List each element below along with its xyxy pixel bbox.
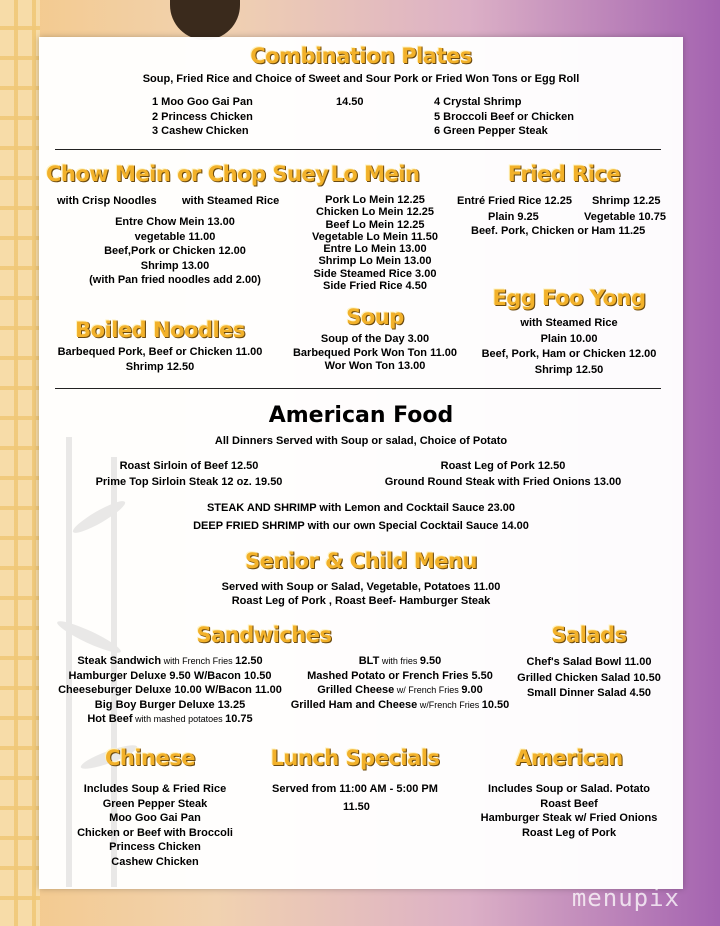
boiled-noodles-title: Boiled Noodles	[75, 318, 245, 342]
american-lunch-items	[469, 782, 669, 840]
list-item: Chef's Salad Bowl 11.00	[526, 656, 652, 668]
list-item: (with Pan fried noodles add 2.00)	[89, 274, 261, 286]
chinese-lunch-title: Chinese	[105, 746, 195, 770]
list-item: Prime Top Sirloin Steak 12 oz. 19.50	[95, 476, 283, 488]
list-item: Side Fried Rice 4.50	[323, 280, 427, 293]
lo-mein-title: Lo Mein	[330, 162, 420, 186]
list-item: Steak Sandwich with French Fries 12.50	[77, 655, 263, 667]
list-item: Barbequed Pork Won Ton 11.00	[292, 346, 458, 359]
list-item: vegetable 11.00	[134, 230, 216, 243]
list-item: Hamburger Deluxe 9.50 W/Bacon 10.50	[68, 669, 272, 682]
fried-rice-plain: Plain 9.25	[488, 211, 539, 223]
fried-rice-meat: Beef. Pork, Chicken or Ham 11.25	[471, 225, 646, 237]
american-food-left	[79, 458, 299, 490]
list-item: Pork Lo Mein 12.25	[325, 194, 425, 206]
list-item: Big Boy Burger Deluxe 13.25	[94, 698, 246, 711]
list-item: 5 Broccoli Beef or Chicken	[434, 110, 574, 123]
list-item: 2 Princess Chicken	[152, 110, 253, 123]
list-item: Vegetable Lo Mein 11.50	[312, 230, 438, 243]
lunch-specials-title: Lunch Specials	[270, 746, 440, 770]
ink-swoosh-decoration	[170, 0, 240, 40]
list-item: Roast Sirloin of Beef 12.50	[119, 460, 259, 472]
watermark: menupix	[571, 884, 680, 912]
lo-mein-items	[285, 194, 465, 292]
list-item: Roast Leg of Pork 12.50	[440, 460, 566, 472]
combination-subtitle: Soup, Fried Rice and Choice of Sweet and Sour Pork or Fried Won Tons or Egg Roll	[142, 73, 580, 85]
sandwiches-title: Sandwiches	[196, 623, 332, 647]
chow-mein-items	[55, 215, 295, 288]
list-item: BLT with fries 9.50	[358, 655, 442, 667]
list-item: 1 Moo Goo Gai Pan	[152, 96, 253, 108]
fried-rice-title: Fried Rice	[507, 162, 621, 186]
list-item: 3 Cashew Chicken	[152, 125, 249, 137]
list-item: Shrimp Lo Mein 13.00	[318, 255, 432, 268]
list-item: Includes Soup or Salad. Potato	[488, 783, 650, 795]
list-item: Hot Beef with mashed potatoes 10.75	[87, 713, 253, 725]
combination-col2	[434, 95, 574, 139]
list-item: Shrimp 13.00	[140, 259, 210, 272]
fried-rice-vegetable: Vegetable 10.75	[584, 211, 666, 223]
sandwiches-left	[55, 654, 285, 727]
list-item: Beef,Pork or Chicken 12.00	[104, 245, 246, 257]
soup-items	[275, 333, 475, 374]
list-item: Beef Lo Mein 12.25	[325, 218, 425, 231]
steak-shrimp: STEAK AND SHRIMP with Lemon and Cocktail Sauce 23.00	[206, 502, 516, 514]
combination-title: Combination Plates	[250, 44, 472, 68]
list-item: with Steamed Rice	[520, 317, 618, 329]
list-item: Grilled Cheese w/ French Fries 9.00	[317, 684, 483, 696]
fried-rice-shrimp: Shrimp 12.25	[592, 195, 661, 207]
list-item: 6 Green Pepper Steak	[434, 125, 548, 137]
american-food-title: American Food	[268, 403, 454, 428]
deep-fried-shrimp: DEEP FRIED SHRIMP with our own Special Cocktail Sauce 14.00	[193, 520, 529, 532]
list-item: Roast Leg of Pork	[521, 826, 617, 839]
lunch-specials-price: 11.50	[343, 801, 370, 813]
list-item: Shrimp 12.50	[125, 360, 195, 373]
divider	[55, 388, 661, 389]
list-item: Entre Chow Mein 13.00	[115, 216, 235, 228]
lattice-decoration	[0, 0, 40, 926]
list-item: Side Steamed Rice 3.00	[313, 267, 437, 280]
list-item: Mashed Potato or French Fries 5.50	[307, 669, 493, 682]
salads-title: Salads	[551, 623, 627, 647]
divider	[55, 149, 661, 150]
list-item: Ground Round Steak with Fried Onions 13.00	[384, 476, 622, 488]
list-item: Beef, Pork, Ham or Chicken 12.00	[481, 348, 657, 360]
american-lunch-title: American	[515, 746, 623, 770]
list-item: Shrimp 12.50	[534, 363, 604, 376]
list-item: 4 Crystal Shrimp	[434, 96, 522, 108]
combination-col1	[152, 95, 253, 139]
senior-line1: Served with Soup or Salad, Vegetable, Potatoes 11.00	[221, 581, 501, 593]
list-item: Includes Soup & Fried Rice	[83, 783, 227, 795]
list-item: Princess Chicken	[109, 841, 201, 853]
combination-price: 14.50	[336, 96, 364, 108]
salads-items	[509, 655, 669, 702]
list-item: Grilled Chicken Salad 10.50	[517, 671, 661, 684]
list-item: Entre Lo Mein 13.00	[323, 243, 427, 256]
list-item: Wor Won Ton 13.00	[324, 360, 426, 372]
american-food-right	[363, 458, 643, 490]
list-item: Soup of the Day 3.00	[320, 333, 430, 345]
list-item: Moo Goo Gai Pan	[109, 812, 201, 824]
list-item: Chicken or Beef with Broccoli	[77, 826, 233, 839]
egg-foo-yong-title: Egg Foo Yong	[492, 286, 646, 310]
boiled-noodles-items	[45, 345, 275, 374]
egg-foo-yong-items	[469, 316, 669, 378]
chow-mein-option2: with Steamed Rice	[182, 195, 280, 207]
american-food-subtitle: All Dinners Served with Soup or salad, Choice of Potato	[214, 435, 508, 447]
list-item: Grilled Ham and Cheese w/French Fries 10.50	[290, 698, 510, 711]
list-item: Cashew Chicken	[111, 855, 199, 868]
senior-menu-title: Senior & Child Menu	[245, 549, 477, 573]
list-item: Barbequed Pork, Beef or Chicken 11.00	[57, 346, 263, 358]
list-item: Green Pepper Steak	[102, 797, 208, 810]
senior-line2: Roast Leg of Pork , Roast Beef- Hamburger Steak	[231, 595, 491, 607]
soup-title: Soup	[346, 305, 404, 329]
list-item: Roast Beef	[540, 797, 598, 810]
list-item: Hamburger Steak w/ Fried Onions	[480, 812, 658, 824]
lunch-specials-hours: Served from 11:00 AM - 5:00 PM	[272, 783, 438, 795]
list-item: Plain 10.00	[540, 332, 598, 345]
chow-mein-option1: with Crisp Noodles	[57, 195, 157, 207]
menu-panel	[39, 37, 683, 889]
list-item: Small Dinner Salad 4.50	[526, 687, 652, 699]
chow-mein-title: Chow Mein or Chop Suey	[46, 162, 329, 186]
chinese-lunch-items	[45, 782, 265, 869]
list-item: Chicken Lo Mein 12.25	[316, 206, 434, 219]
fried-rice-entre: Entré Fried Rice 12.25	[457, 195, 572, 207]
list-item: Cheeseburger Deluxe 10.00 W/Bacon 11.00	[58, 684, 282, 696]
sandwiches-right	[285, 654, 515, 712]
